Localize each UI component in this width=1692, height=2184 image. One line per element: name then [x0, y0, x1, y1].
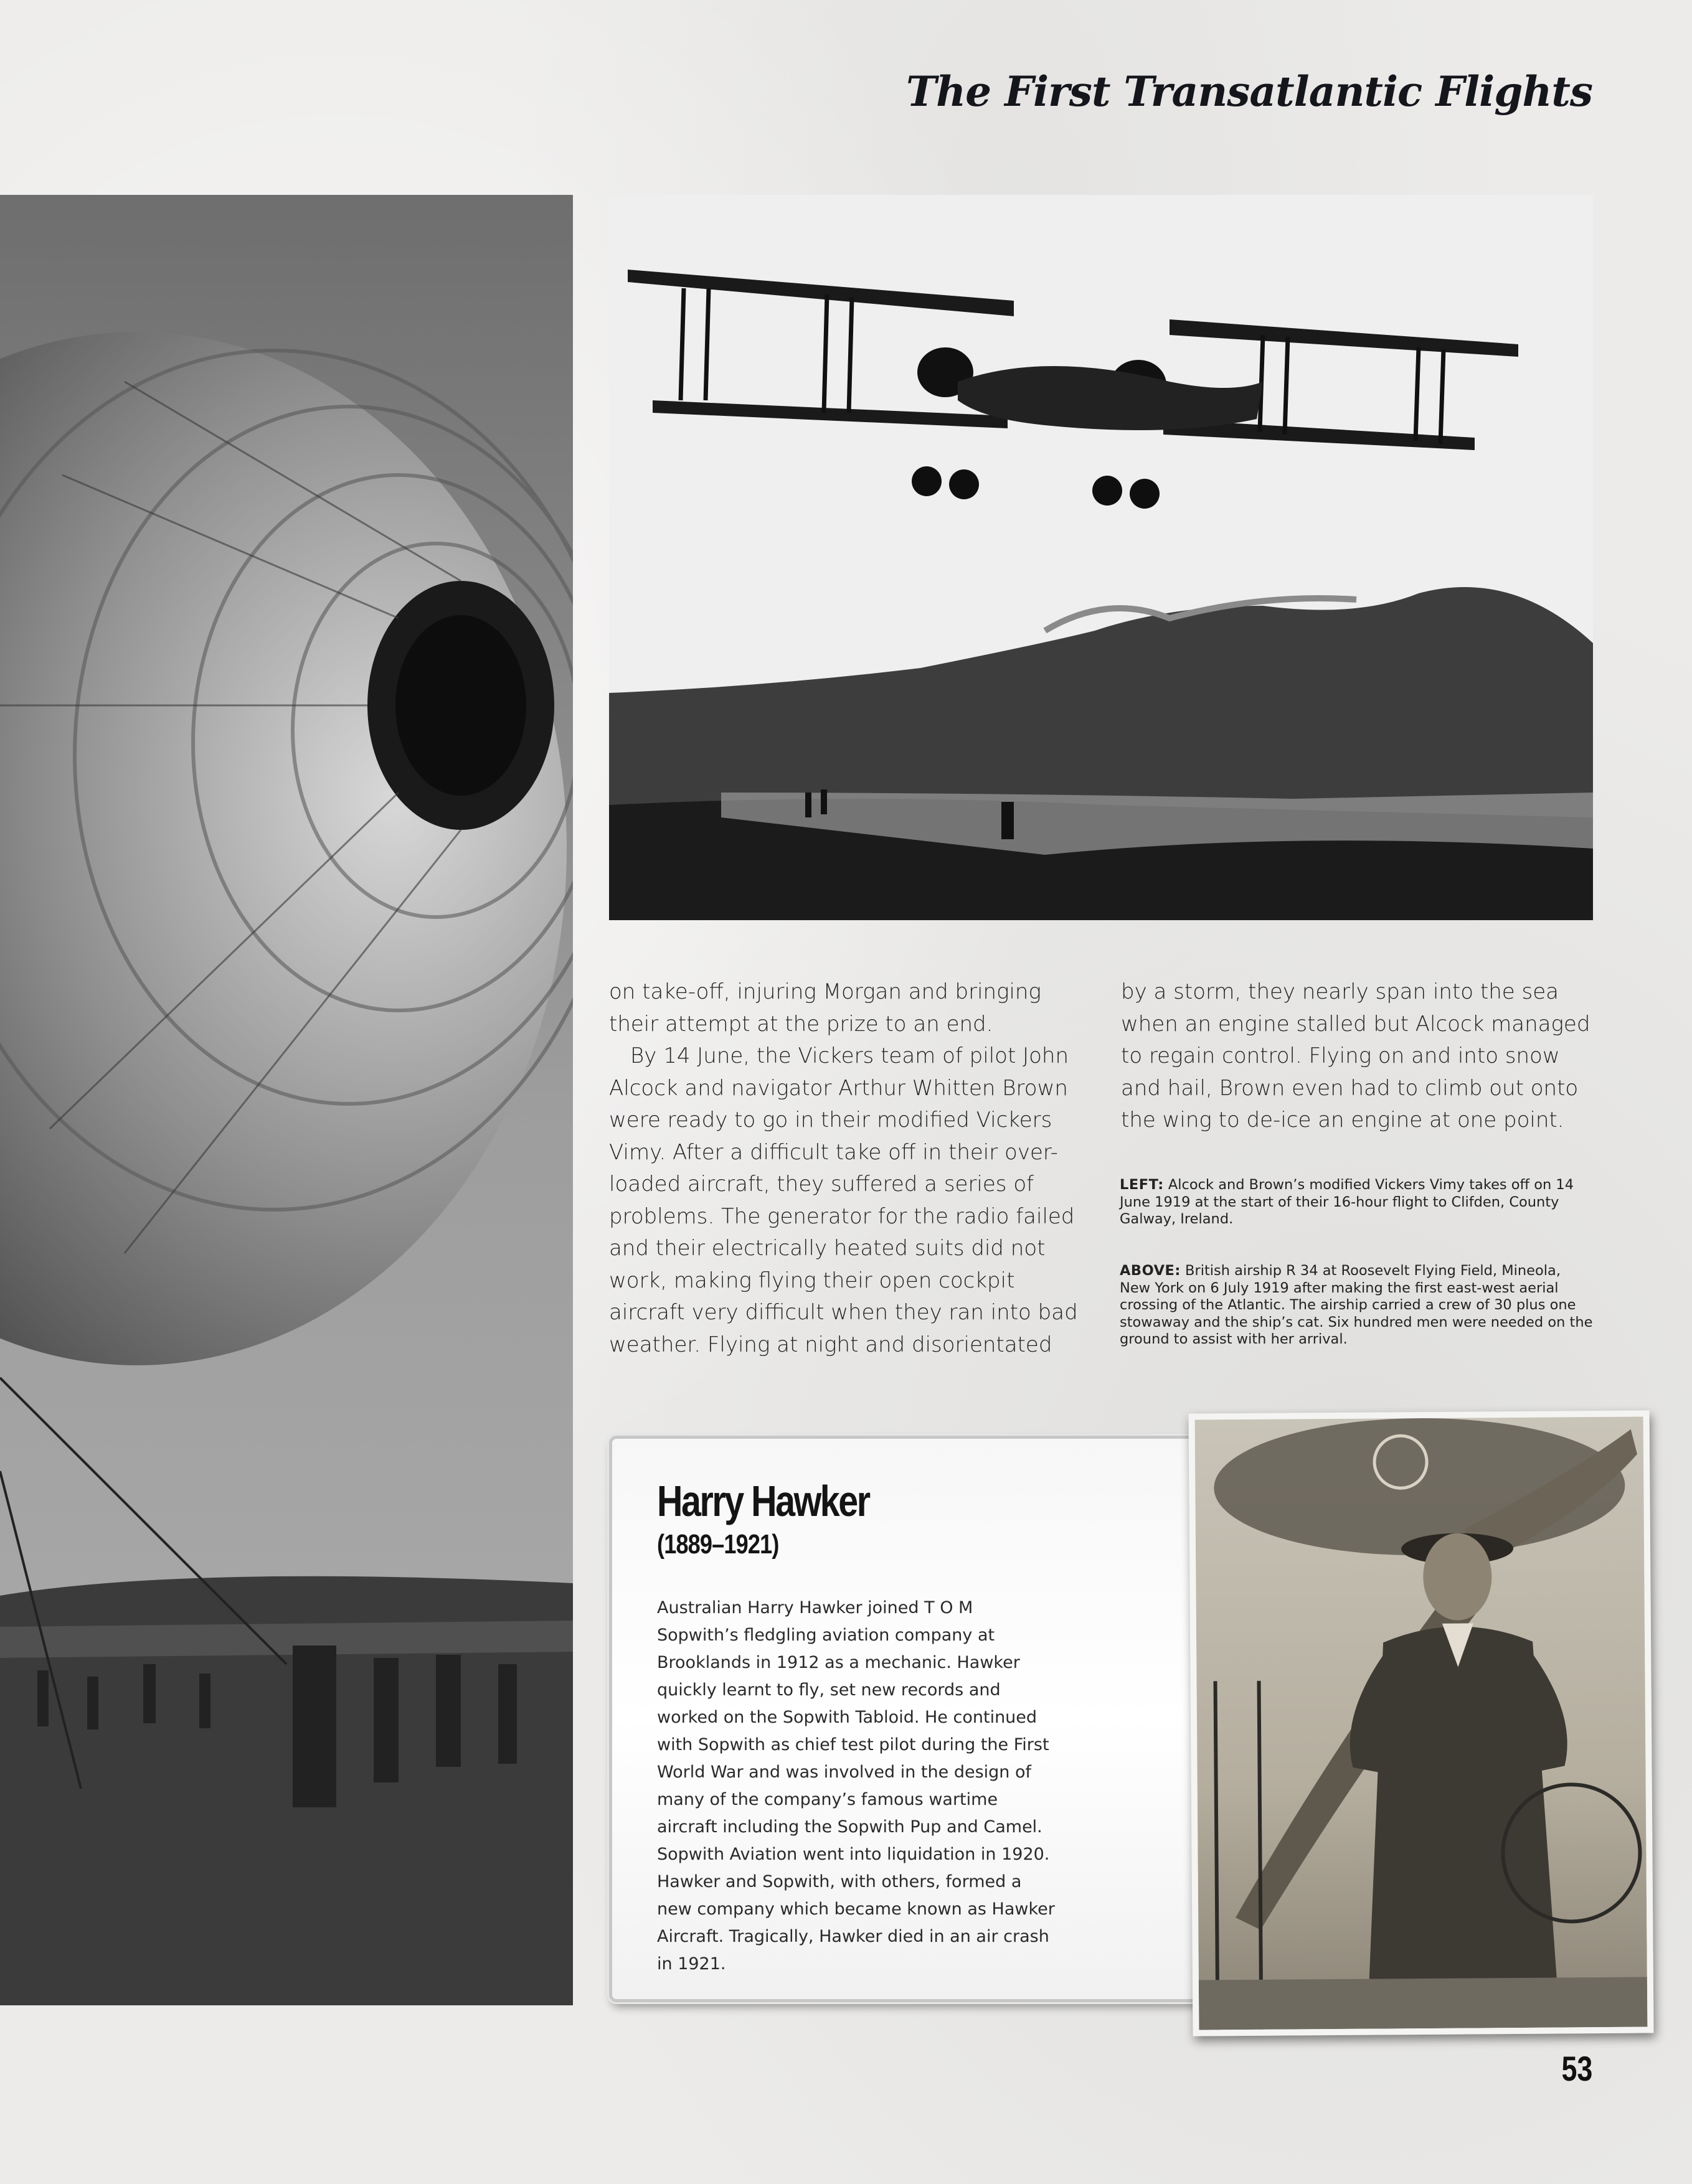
sidebar-dates: (1889–1921)	[657, 1529, 779, 1560]
vimy-illustration	[609, 195, 1593, 920]
airship-photo	[0, 195, 573, 2005]
caption-text: Alcock and Brown’s modified Vickers Vimy takes off on 14 June 1919 at the start of their 16-hour flight to Clifden, County Galway, Ireland.	[1120, 1177, 1574, 1227]
airship-illustration	[0, 195, 573, 2005]
hawker-photo	[1189, 1410, 1654, 2036]
caption-text: British airship R 34 at Roosevelt Flying Field, Mineola, New York on 6 July 1919 after making the first east-west aerial crossing of the Atlantic. The airship carried a crew of 30 plus one stowaway and the ship’s cat. Six hundred men were needed on the ground to assist with her arrival.	[1120, 1263, 1593, 1347]
page-number: 53	[1561, 2049, 1592, 2088]
sidebar-box	[609, 1436, 1238, 2002]
caption-label: ABOVE:	[1120, 1263, 1181, 1279]
article-paragraph: By 14 June, the Vickers team of pilot John Alcock and navigator Arthur Whitten Brown were ready to go in their modified Vickers Vimy. After a difficult take off in their over-loaded aircraft, they suffered a series of problems. The generator for the radio failed and their electrically heated suits did not work, making flying their open cockpit aircraft very difficult when they ran into bad weather. Flying at night and disorientated	[609, 1043, 1078, 1357]
article-column-2	[1121, 976, 1594, 1137]
caption-left	[1120, 1177, 1593, 1228]
vimy-photo	[609, 195, 1593, 920]
sidebar-body: Australian Harry Hawker joined T O M Sopwith’s fledgling aviation company at Brooklands in 1912 as a mechanic. Hawker quickly learnt to fly, set new records and worked on the Sopwith Tabloid. He continued with Sopwith as chief test pilot during the First World War and was involved in the design of many of the company’s famous wartime aircraft including the Sopwith Pup and Camel. Sopwith Aviation went into liquidation in 1920. Hawker and Sopwith, with others, formed a new company which became known as Hawker Aircraft. Tragically, Hawker died in an air crash in 1921.	[657, 1598, 1055, 1974]
hawker-illustration	[1195, 1416, 1648, 2030]
article-paragraph: by a storm, they nearly span into the sea when an engine stalled but Alcock managed to regain control. Flying on and into snow and hail, Brown even had to climb out onto the wing to de-ice an engine at one point.	[1121, 979, 1590, 1132]
page-header-title: The First Transatlantic Flights	[906, 67, 1592, 116]
article-column-1	[609, 976, 1082, 1361]
sidebar-title: Harry Hawker	[657, 1477, 869, 1525]
caption-above	[1120, 1263, 1593, 1349]
caption-label: LEFT:	[1120, 1177, 1164, 1193]
article-paragraph: on take-off, injuring Morgan and bringing their attempt at the prize to an end.	[609, 979, 1041, 1037]
